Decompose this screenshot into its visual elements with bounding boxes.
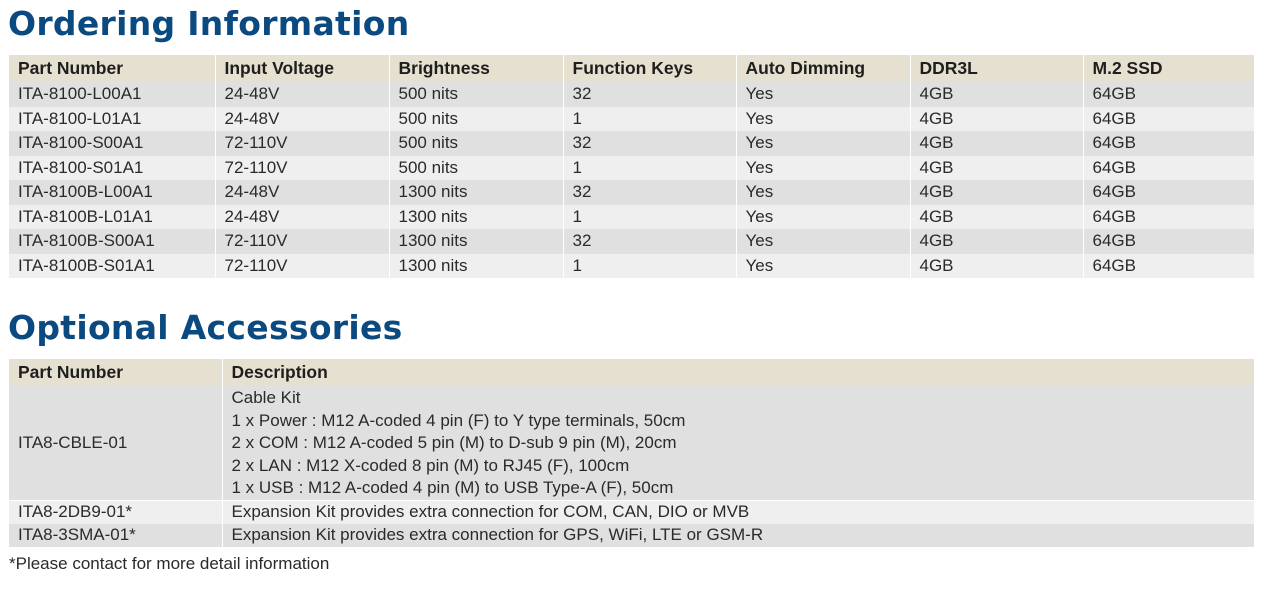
header-part-number: Part Number [9,359,222,386]
header-part-number: Part Number [9,55,215,82]
table-row [9,386,1254,500]
header-m2-ssd: M.2 SSD [1083,55,1254,82]
table-row [9,107,1254,132]
optional-accessories-title: Optional Accessories [8,308,403,347]
cell-brightness: 1300 nits [389,180,563,205]
description-line: Cable Kit [231,388,301,407]
cell-ddr3l: 4GB [910,254,1083,279]
cell-m2-ssd: 64GB [1083,229,1254,254]
cell-part-number: ITA-8100B-S00A1 [9,229,215,254]
cell-auto-dimming: Yes [736,107,910,132]
cell-m2-ssd: 64GB [1083,205,1254,230]
cell-input-voltage: 24-48V [215,205,389,230]
cell-input-voltage: 72-110V [215,254,389,279]
cell-auto-dimming: Yes [736,205,910,230]
cell-brightness: 1300 nits [389,205,563,230]
cell-brightness: 500 nits [389,107,563,132]
table-row [9,205,1254,230]
cell-m2-ssd: 64GB [1083,156,1254,181]
cell-part-number: ITA8-2DB9-01* [9,500,222,524]
cell-input-voltage: 72-110V [215,131,389,156]
header-brightness: Brightness [389,55,563,82]
cell-ddr3l: 4GB [910,180,1083,205]
ordering-header-row [9,55,1254,82]
description-line: 1 x Power : M12 A-coded 4 pin (F) to Y type terminals, 50cm [231,410,686,430]
cell-part-number: ITA-8100-S00A1 [9,131,215,156]
cell-description [222,386,1254,500]
cell-ddr3l: 4GB [910,82,1083,107]
cell-brightness: 500 nits [389,131,563,156]
header-auto-dimming: Auto Dimming [736,55,910,82]
description-line: Expansion Kit provides extra connection for COM, CAN, DIO or MVB [231,501,750,521]
footnote: *Please contact for more detail information [9,554,330,573]
cell-auto-dimming: Yes [736,254,910,279]
table-row [9,180,1254,205]
header-ddr3l: DDR3L [910,55,1083,82]
cell-function-keys: 1 [563,254,736,279]
cell-ddr3l: 4GB [910,205,1083,230]
description-line: 2 x LAN : M12 X-coded 8 pin (M) to RJ45 (F), 100cm [231,455,630,475]
table-row [9,156,1254,181]
cell-auto-dimming: Yes [736,82,910,107]
table-row [9,500,1254,524]
cell-input-voltage: 24-48V [215,180,389,205]
cell-brightness: 500 nits [389,156,563,181]
ordering-table [9,55,1254,278]
cell-auto-dimming: Yes [736,156,910,181]
cell-function-keys: 32 [563,131,736,156]
cell-function-keys: 1 [563,107,736,132]
table-row [9,229,1254,254]
cell-ddr3l: 4GB [910,229,1083,254]
cell-ddr3l: 4GB [910,107,1083,132]
cell-function-keys: 1 [563,205,736,230]
cell-function-keys: 32 [563,229,736,254]
cell-m2-ssd: 64GB [1083,131,1254,156]
cell-description [222,500,1254,524]
description-line: 2 x COM : M12 A-coded 5 pin (M) to D-sub 9 pin (M), 20cm [231,433,677,452]
header-input-voltage: Input Voltage [215,55,389,82]
description-line: 1 x USB : M12 A-coded 4 pin (M) to USB Type-A (F), 50cm [231,478,674,497]
cell-auto-dimming: Yes [736,180,910,205]
cell-function-keys: 32 [563,82,736,107]
header-description: Description [222,359,1254,386]
cell-brightness: 1300 nits [389,229,563,254]
cell-brightness: 500 nits [389,82,563,107]
cell-part-number: ITA-8100B-L00A1 [9,180,215,205]
cell-part-number: ITA-8100-L01A1 [9,107,215,132]
cell-part-number: ITA8-CBLE-01 [9,386,222,500]
cell-part-number: ITA8-3SMA-01* [9,524,222,547]
cell-part-number: ITA-8100-S01A1 [9,156,215,181]
cell-description [222,524,1254,547]
cell-auto-dimming: Yes [736,229,910,254]
cell-m2-ssd: 64GB [1083,82,1254,107]
cell-m2-ssd: 64GB [1083,254,1254,279]
cell-ddr3l: 4GB [910,131,1083,156]
table-row [9,82,1254,107]
table-row [9,254,1254,279]
cell-part-number: ITA-8100-L00A1 [9,82,215,107]
cell-function-keys: 1 [563,156,736,181]
description-line: Expansion Kit provides extra connection for GPS, WiFi, LTE or GSM-R [231,524,764,544]
cell-ddr3l: 4GB [910,156,1083,181]
table-row [9,524,1254,547]
accessories-header-row [9,359,1254,386]
header-function-keys: Function Keys [563,55,736,82]
cell-input-voltage: 72-110V [215,156,389,181]
cell-input-voltage: 24-48V [215,107,389,132]
cell-input-voltage: 24-48V [215,82,389,107]
cell-input-voltage: 72-110V [215,229,389,254]
table-row [9,131,1254,156]
ordering-information-title: Ordering Information [8,4,410,43]
cell-part-number: ITA-8100B-S01A1 [9,254,215,279]
cell-part-number: ITA-8100B-L01A1 [9,205,215,230]
cell-auto-dimming: Yes [736,131,910,156]
accessories-table [9,359,1254,547]
cell-function-keys: 32 [563,180,736,205]
cell-brightness: 1300 nits [389,254,563,279]
cell-m2-ssd: 64GB [1083,107,1254,132]
cell-m2-ssd: 64GB [1083,180,1254,205]
